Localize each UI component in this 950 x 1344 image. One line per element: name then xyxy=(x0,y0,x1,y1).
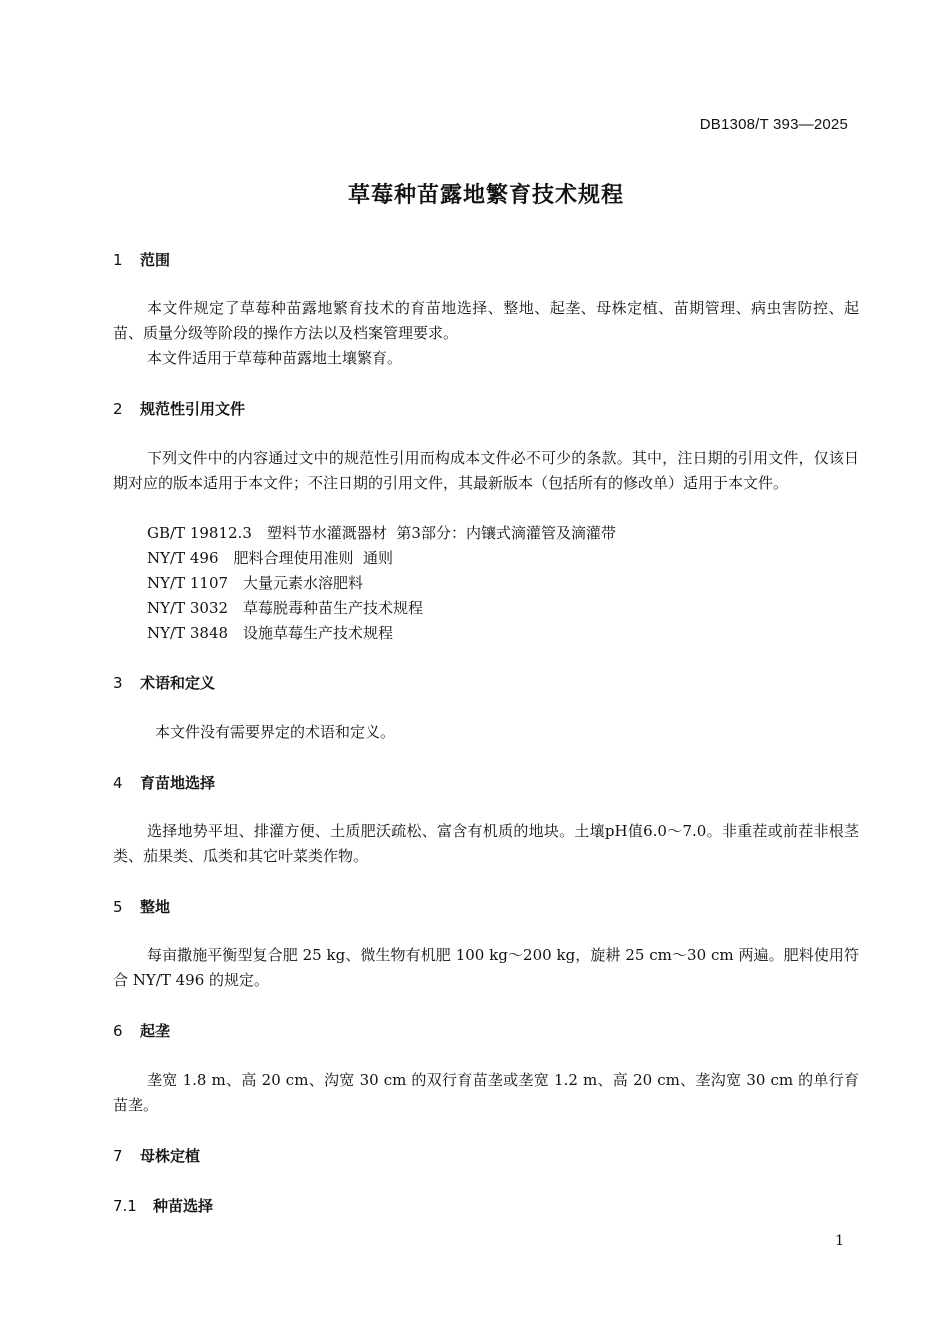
subsection-title: 种苗选择 xyxy=(153,1197,214,1215)
reference-item: NY/T 496 肥料合理使用准则 通则 xyxy=(147,549,394,567)
terms-paragraph: 本文件没有需要界定的术语和定义。 xyxy=(155,723,396,741)
section-heading-mother-plant-planting xyxy=(113,1145,200,1166)
reference-item: NY/T 3032 草莓脱毒种苗生产技术规程 xyxy=(147,599,424,617)
document-title: 草莓种苗露地繁育技术规程 xyxy=(347,183,624,208)
section-heading-land-preparation xyxy=(113,896,170,917)
standard-code: DB1308/T 393—2025 xyxy=(699,116,848,133)
section-heading-ridging xyxy=(113,1020,170,1041)
section-number: 3 xyxy=(113,674,123,692)
section-heading-normative-references xyxy=(113,398,245,419)
subsection-number: 7.1 xyxy=(113,1197,137,1215)
reference-item: NY/T 1107 大量元素水溶肥料 xyxy=(147,574,364,592)
reference-item: GB/T 19812.3 塑料节水灌溉器材 第3部分：内镶式滴灌管及滴灌带 xyxy=(147,524,616,542)
section-title: 范围 xyxy=(140,251,171,269)
section-heading-terms xyxy=(113,672,215,693)
section-heading-site-selection xyxy=(113,772,215,793)
section-title: 起垄 xyxy=(140,1022,171,1040)
section-heading-scope xyxy=(113,249,170,270)
section-number: 5 xyxy=(113,898,123,916)
section-number: 7 xyxy=(113,1147,123,1165)
section-number: 2 xyxy=(113,400,123,418)
section-title: 整地 xyxy=(140,898,171,916)
section-title: 术语和定义 xyxy=(140,674,216,692)
site-selection-paragraph: 选择地势平坦、排灌方便、土质肥沃疏松、富含有机质的地块。土壤pH值6.0～7.0。非重茬或前茬非根茎类、茄果类、瓜类和其它叶菜类作物。 xyxy=(113,822,859,865)
page-number: 1 xyxy=(835,1233,844,1249)
subsection-heading-seedling-selection xyxy=(113,1195,213,1216)
section-title: 育苗地选择 xyxy=(140,774,216,792)
section-title: 规范性引用文件 xyxy=(140,400,246,418)
references-intro-paragraph: 下列文件中的内容通过文中的规范性引用而构成本文件必不可少的条款。其中，注日期的引用文件，仅该日期对应的版本适用于本文件；不注日期的引用文件，其最新版本（包括所有的修改单）适用于本文件。 xyxy=(113,449,859,492)
reference-item: NY/T 3848 设施草莓生产技术规程 xyxy=(147,624,394,642)
section-number: 6 xyxy=(113,1022,123,1040)
section-number: 4 xyxy=(113,774,123,792)
section-title: 母株定植 xyxy=(140,1147,201,1165)
scope-paragraph-2: 本文件适用于草莓种苗露地土壤繁育。 xyxy=(147,349,403,367)
scope-paragraph-1: 本文件规定了草莓种苗露地繁育技术的育苗地选择、整地、起垄、母株定植、苗期管理、病虫害防控、起苗、质量分级等阶段的操作方法以及档案管理要求。 xyxy=(113,299,859,342)
ridging-paragraph: 垄宽 1.8 m、高 20 cm、沟宽 30 cm 的双行育苗垄或垄宽 1.2 m、高 20 cm、垄沟宽 30 cm 的单行育苗垄。 xyxy=(113,1071,859,1114)
land-preparation-paragraph: 每亩撒施平衡型复合肥 25 kg、微生物有机肥 100 kg～200 kg，旋耕 25 cm～30 cm 两遍。肥料使用符合 NY/T 496 的规定。 xyxy=(113,946,859,989)
section-number: 1 xyxy=(113,251,123,269)
